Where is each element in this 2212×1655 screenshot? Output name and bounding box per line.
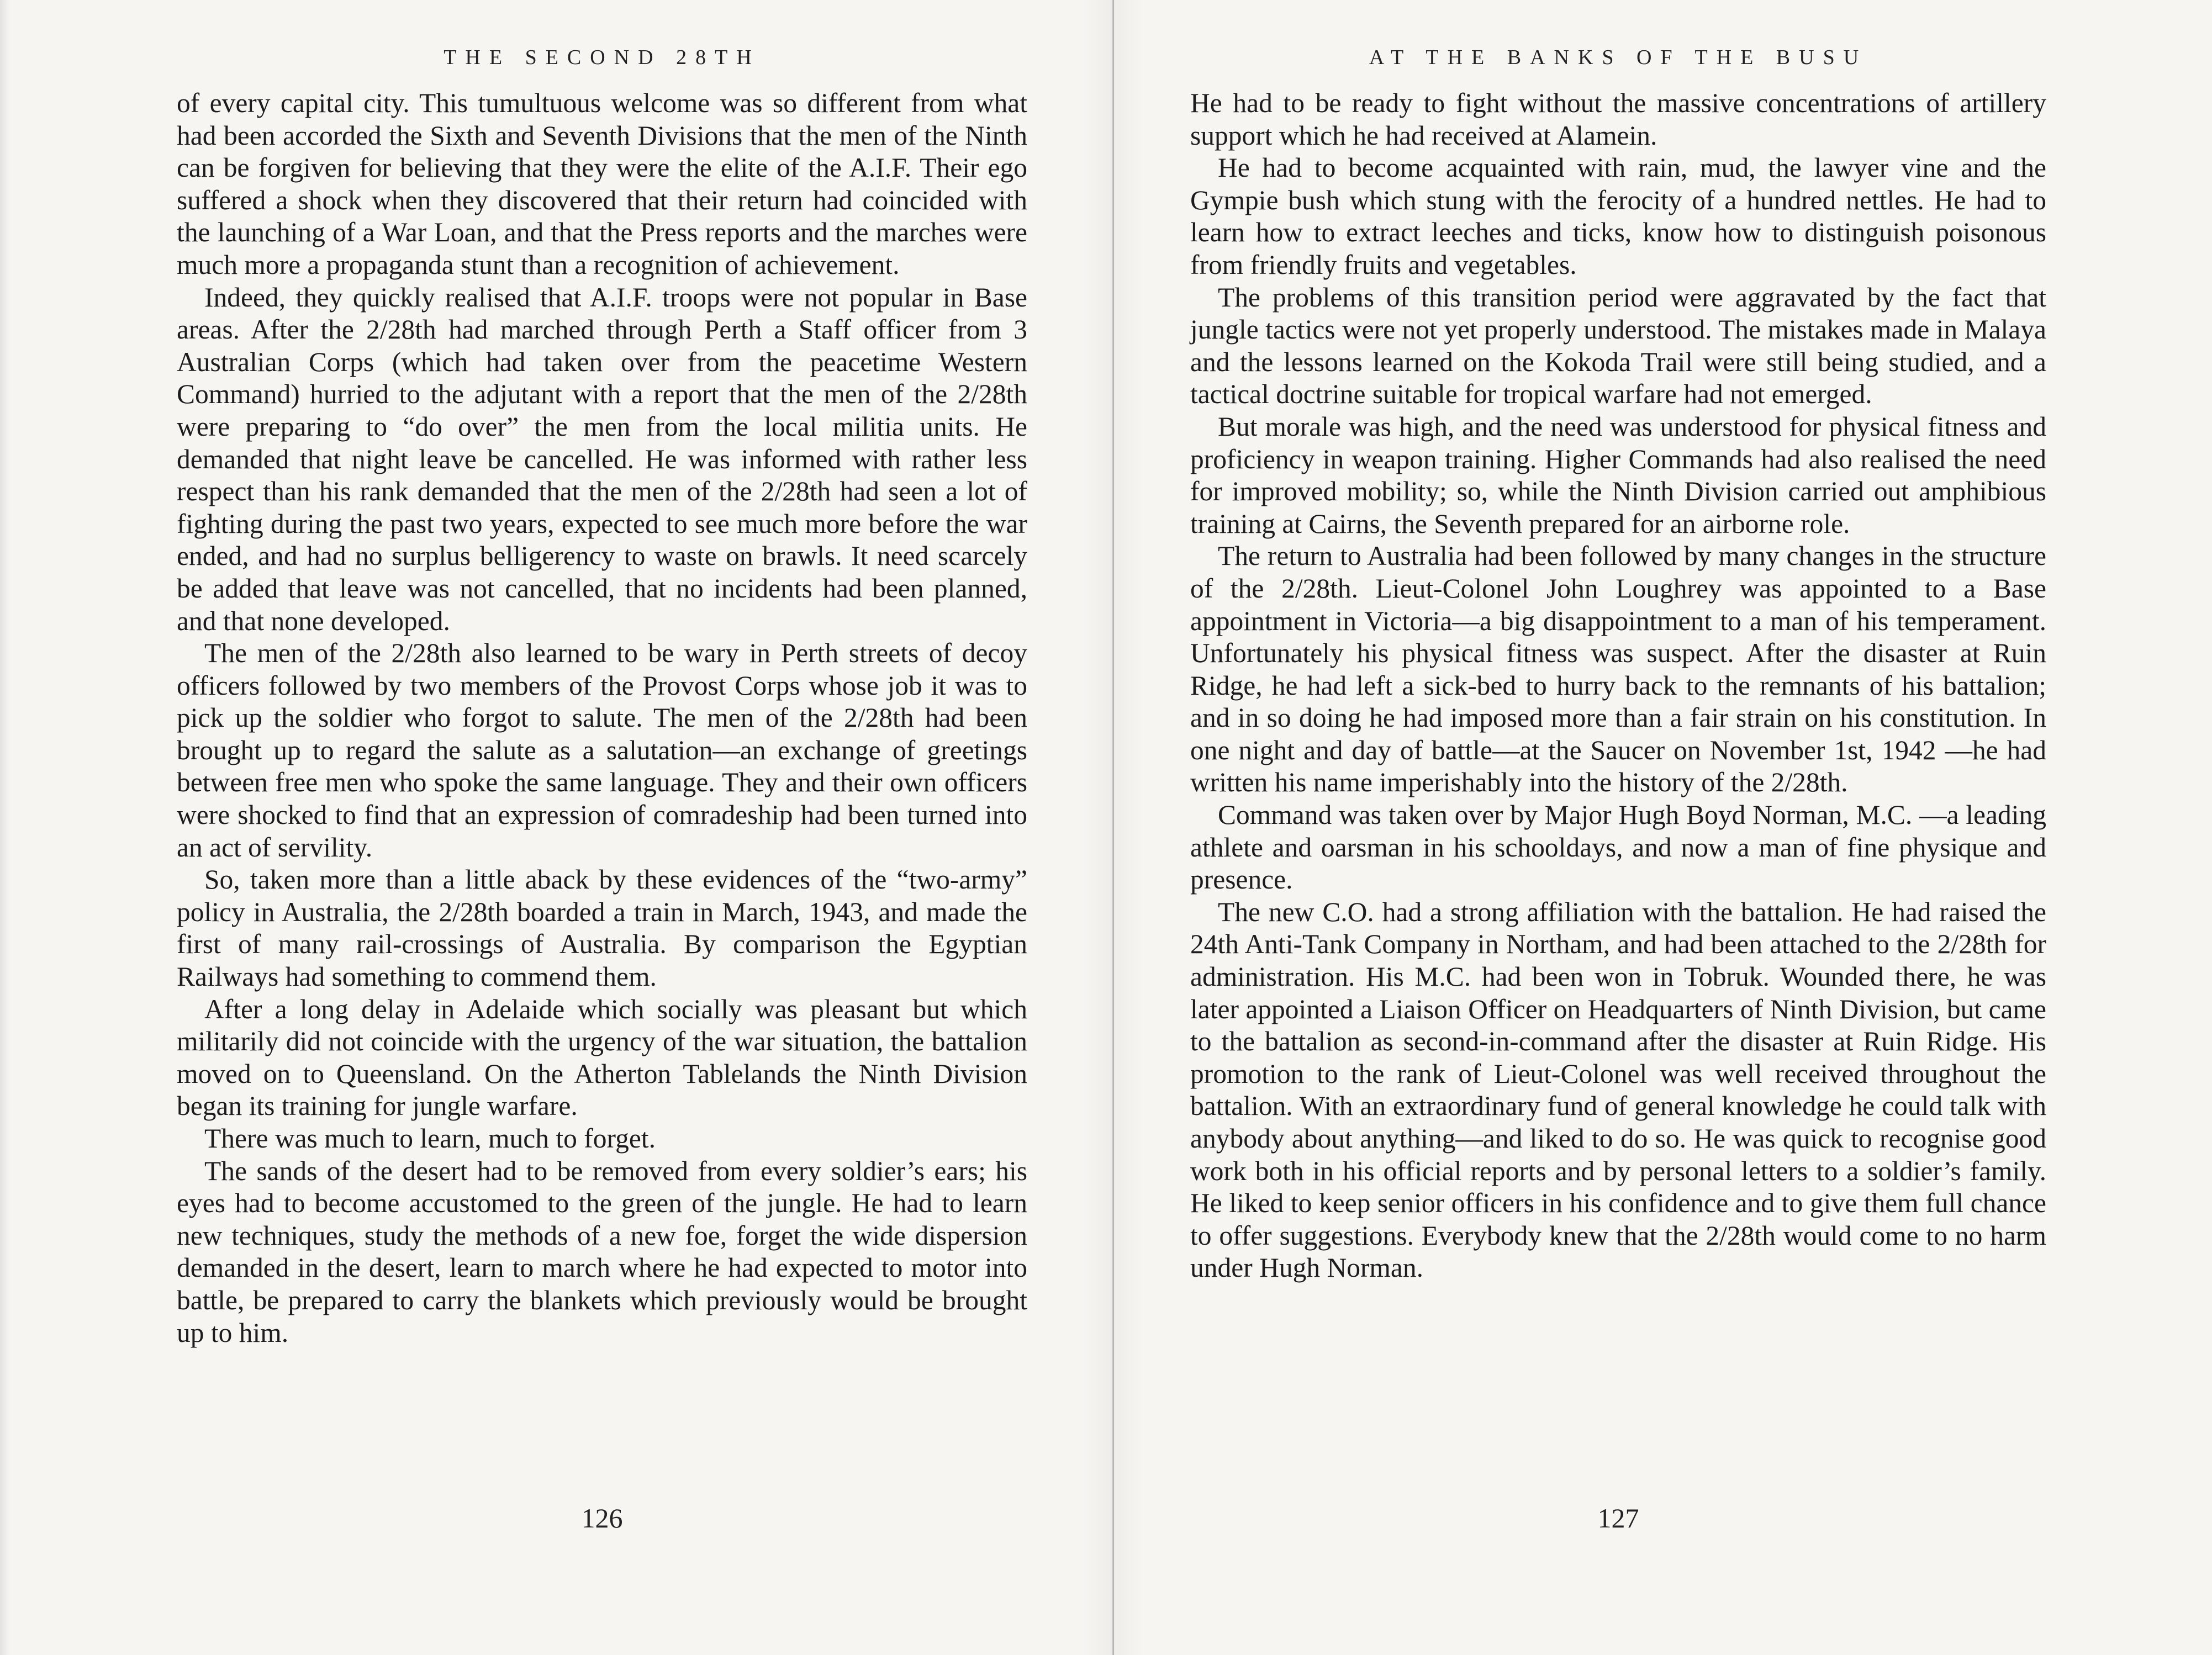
paragraph: The problems of this transition period were aggravated by the fact that jungle tactics were not yet properly understood. The mistakes made in Malaya and the lessons learned on the Kokoda Trail were still being studied, and a tactical doctrine suitable for tropical warfare had not emerged. bbox=[1190, 282, 2046, 410]
paragraph: The sands of the desert had to be removed from every soldier’s ears; his eyes had to become accustomed to the green of the jungle. He had to learn new techniques, study the methods of a new foe, forget the wide dispersion demanded in the desert, learn to march where he had expected to motor into battle, be prepared to carry the blankets which previously would be brought up to him. bbox=[177, 1155, 1027, 1348]
paragraph: There was much to learn, much to forget. bbox=[204, 1123, 656, 1154]
paragraph: of every capital city. This tumultuous welcome was so different from what had been accorded the Sixth and Seventh Divisions that the men of the Ninth can be forgiven for believing that they were the elite of the A.I.F. Their ego suffered a shock when they discovered that their return had coincided with the launching of a War Loan, and that the Press reports and the marches were much more a propaganda stunt than a recognition of achievement. bbox=[177, 88, 1027, 280]
left-page bbox=[177, 0, 1027, 1655]
running-head-right: AT THE BANKS OF THE BUSU bbox=[1369, 46, 1868, 69]
page-edge-shadow bbox=[0, 0, 10, 1655]
page-number-left: 126 bbox=[581, 1503, 623, 1534]
paragraph: The return to Australia had been followed by many changes in the structure of the 2/28th. Lieut-Colonel John Loughrey was appointed to a Base appointment in Victoria—a big disappointment to a man of his temperament. Unfortunately his physical fitness was suspect. After the disaster at Ruin Ridge, he had left a sick-bed to hurry back to the remnants of his battalion; and in so doing he had imposed more than a fair strain on his constitution. In one night and day of battle—at the Saucer on November 1st, 1942 —he had written his name imperishably into the history of the 2/28th. bbox=[1190, 541, 2046, 798]
running-head-left: THE SECOND 28TH bbox=[444, 46, 761, 69]
paragraph: The men of the 2/28th also learned to be wary in Perth streets of decoy officers followed by two members of the Provost Corps whose job it was to pick up the soldier who forgot to salute. The men of the 2/28th had been brought up to regard the salute as a salutation—an exchange of greetings between free men who spoke the same language. They and their own officers were shocked to find that an expression of comradeship had been turned into an act of servility. bbox=[177, 638, 1027, 863]
paragraph: But morale was high, and the need was understood for physical fitness and proficiency in weapon training. Higher Commands had also realised the need for improved mobility; so, while the Ninth Division carried out amphibious training at Cairns, the Seventh prepared for an airborne role. bbox=[1190, 411, 2046, 539]
right-page bbox=[1190, 0, 2046, 1655]
paragraph: Command was taken over by Major Hugh Boyd Norman, M.C. —a leading athlete and oarsman in his schooldays, and now a man of fine physique and presence. bbox=[1190, 800, 2046, 895]
paragraph: So, taken more than a little aback by these evidences of the “two-army” policy in Australia, the 2/28th boarded a train in March, 1943, and made the first of many rail-crossings of Australia. By comparison the Egyptian Railways had something to commend them. bbox=[177, 864, 1027, 992]
page-number-right: 127 bbox=[1597, 1503, 1639, 1534]
paragraph: He had to become acquainted with rain, mud, the lawyer vine and the Gympie bush which stung with the ferocity of a hundred nettles. He had to learn how to extract leeches and ticks, know how to distinguish poisonous from friendly fruits and vegetables. bbox=[1190, 152, 2046, 280]
right-page-body bbox=[1190, 87, 2046, 1284]
paragraph: He had to be ready to fight without the massive concentrations of artillery support which he had received at Alamein. bbox=[1190, 88, 2046, 151]
paragraph: The new C.O. had a strong affiliation with the battalion. He had raised the 24th Anti-Tank Company in Northam, and had been attached to the 2/28th for administration. His M.C. had been won in Tobruk. Wounded there, he was later appointed a Liaison Officer on Headquarters of Ninth Division, but came to the battalion as second-in-command after the disaster at Ruin Ridge. His promotion to the rank of Lieut-Colonel was well received throughout the battalion. With an extraordinary fund of general knowledge he could talk with anybody about anything—and liked to do so. He was quick to recognise good work both in his official reports and by personal letters to a soldier’s family. He liked to keep senior officers in his confidence and to give them full chance to offer suggestions. Everybody knew that the 2/28th would come to no harm under Hugh Norman. bbox=[1190, 896, 2046, 1283]
paragraph: Indeed, they quickly realised that A.I.F. troops were not popular in Base areas. After the 2/28th had marched through Perth a Staff officer from 3 Australian Corps (which had taken over from the peacetime Western Command) hurried to the adjutant with a report that the men of the 2/28th were preparing to “do over” the men from the local militia units. He demanded that night leave be cancelled. He was informed with rather less respect than his rank demanded that the men of the 2/28th had seen a lot of fighting during the past two years, expected to see much more before the war ended, and had no surplus belligerency to waste on brawls. It need scarcely be added that leave was not cancelled, that no incidents had been planned, and that none developed. bbox=[177, 282, 1027, 636]
left-page-body bbox=[177, 87, 1027, 1349]
book-gutter bbox=[1112, 0, 1114, 1655]
paragraph: After a long delay in Adelaide which socially was pleasant but which militarily did not coincide with the urgency of the war situation, the battalion moved on to Queensland. On the Atherton Tablelands the Ninth Division began its training for jungle warfare. bbox=[177, 993, 1027, 1122]
